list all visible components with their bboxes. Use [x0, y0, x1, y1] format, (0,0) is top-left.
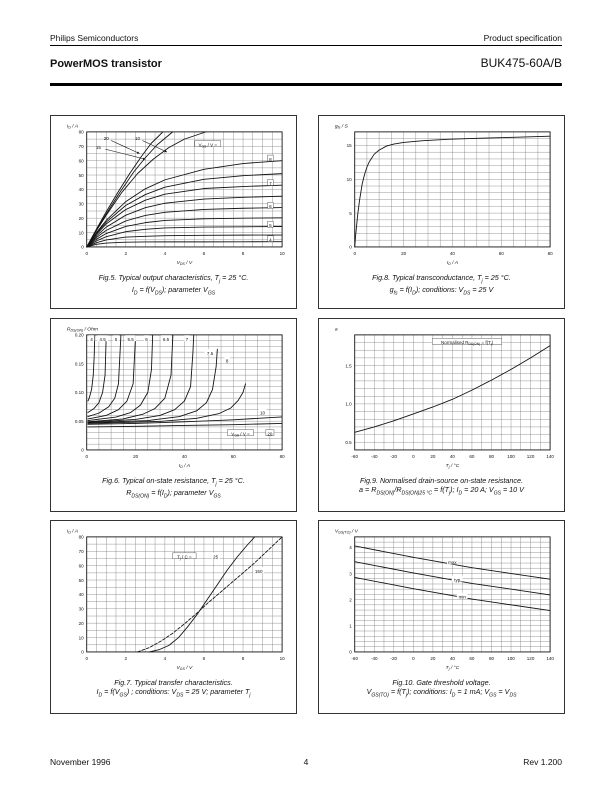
svg-text:2: 2 — [349, 597, 352, 603]
svg-text:30: 30 — [78, 606, 84, 612]
svg-text:40: 40 — [449, 655, 455, 661]
svg-text:-60: -60 — [351, 453, 358, 459]
fig10-caption-line2: $V_{GS(TO)} = f(T_j)$; conditions: $I_D = 1$ mA; $V_{GS} = V_{DS}$ — [366, 687, 517, 699]
svg-text:50: 50 — [78, 577, 84, 583]
svg-text:7.5: 7.5 — [206, 350, 214, 356]
svg-text:0: 0 — [85, 453, 88, 459]
svg-text:20: 20 — [103, 135, 109, 141]
svg-text:140: 140 — [546, 655, 554, 661]
svg-text:5: 5 — [269, 222, 272, 228]
svg-text:Tj / C =: Tj / C = — [177, 554, 192, 561]
svg-text:80: 80 — [279, 453, 285, 459]
svg-text:6: 6 — [202, 250, 206, 256]
svg-text:15: 15 — [346, 143, 352, 149]
svg-text:7: 7 — [269, 181, 272, 187]
svg-text:40: 40 — [78, 187, 84, 193]
fig9-chart — [319, 319, 564, 476]
svg-text:10: 10 — [78, 635, 84, 641]
fig8-caption-line2: $g_{fs} = f(I_D)$; conditions: $V_{DS} = 25$ V — [389, 284, 494, 297]
svg-text:6: 6 — [145, 337, 148, 343]
fig8-caption — [319, 273, 564, 297]
svg-text:0: 0 — [81, 649, 84, 655]
svg-text:7: 7 — [185, 337, 189, 343]
svg-text:60: 60 — [469, 655, 475, 661]
fig5-chart — [51, 116, 296, 273]
svg-text:0.10: 0.10 — [74, 390, 84, 396]
svg-text:4: 4 — [163, 250, 167, 256]
svg-text:0: 0 — [353, 250, 356, 256]
svg-text:100: 100 — [507, 453, 515, 459]
fig10-chart — [319, 521, 564, 678]
svg-text:20: 20 — [430, 655, 436, 661]
fig8-chart — [319, 116, 564, 273]
svg-text:80: 80 — [78, 534, 84, 540]
svg-text:60: 60 — [498, 250, 504, 256]
fig9-caption — [319, 476, 564, 497]
fig6-caption — [51, 476, 296, 500]
svg-text:40: 40 — [449, 250, 455, 256]
svg-text:RDS(ON) / Ohm: RDS(ON) / Ohm — [66, 327, 98, 333]
svg-text:4: 4 — [349, 545, 352, 551]
fig9-caption-line1: Fig.9. Normalised drain-source on-state resistance. — [360, 475, 523, 485]
svg-text:20: 20 — [430, 453, 436, 459]
fig8-caption-line1: Fig.8. Typical transconductance, $T_j = 25$ °C. — [372, 272, 511, 285]
svg-text:5: 5 — [114, 337, 118, 343]
svg-text:-20: -20 — [390, 655, 398, 661]
svg-text:6.5: 6.5 — [162, 337, 170, 343]
fig6-chart — [51, 319, 296, 476]
figure-fig9 — [318, 318, 565, 512]
page-header — [50, 33, 562, 43]
svg-text:4.5: 4.5 — [99, 337, 106, 343]
fig10-caption-line1: Fig.10. Gate threshold voltage. — [392, 677, 491, 687]
svg-text:20: 20 — [401, 250, 407, 256]
svg-text:60: 60 — [230, 453, 236, 459]
svg-text:Tj / °C: Tj / °C — [445, 665, 460, 671]
fig6-caption-line2: $R_{DS(ON)} = f(I_D)$; parameter $V_{GS}$ — [126, 487, 221, 500]
svg-text:typ: typ — [454, 577, 461, 583]
fig10-caption — [319, 678, 564, 699]
svg-text:ID / A: ID / A — [66, 529, 79, 535]
fig7-caption-line1: Fig.7. Typical transfer characteristics. — [114, 677, 233, 687]
svg-text:0.5: 0.5 — [345, 440, 352, 446]
svg-text:VGS / V: VGS / V — [176, 665, 193, 671]
svg-text:10: 10 — [260, 410, 266, 416]
title-bar — [50, 56, 562, 70]
svg-text:10: 10 — [346, 177, 352, 183]
svg-text:40: 40 — [181, 453, 187, 459]
svg-text:80: 80 — [488, 453, 495, 459]
svg-text:60: 60 — [78, 563, 84, 569]
figure-fig8 — [318, 115, 565, 309]
svg-text:VGS / V =: VGS / V = — [231, 431, 250, 438]
figure-fig6 — [50, 318, 297, 512]
footer-date: November 1996 — [50, 757, 111, 767]
svg-text:1: 1 — [349, 623, 352, 629]
svg-text:120: 120 — [526, 655, 535, 661]
svg-text:4: 4 — [163, 655, 167, 661]
svg-text:80: 80 — [78, 129, 84, 135]
part-number: BUK475-60A/B — [480, 56, 562, 70]
svg-text:15: 15 — [95, 145, 101, 151]
svg-text:0: 0 — [81, 447, 84, 453]
svg-text:Tj / °C: Tj / °C — [445, 463, 460, 469]
svg-text:6: 6 — [269, 204, 272, 210]
svg-text:120: 120 — [526, 453, 535, 459]
product-title: PowerMOS transistor — [50, 58, 162, 70]
svg-text:150: 150 — [254, 568, 263, 574]
svg-text:140: 140 — [546, 453, 554, 459]
svg-text:3: 3 — [349, 571, 352, 577]
header-rule — [50, 45, 562, 46]
doc-type: Product specification — [483, 33, 562, 43]
svg-text:40: 40 — [78, 592, 84, 598]
figure-fig10 — [318, 520, 565, 714]
fig6-caption-line1: Fig.6. Typical on-state resistance, $T_j = 25$ °C. — [102, 475, 245, 488]
svg-text:5: 5 — [349, 210, 352, 216]
fig7-caption — [51, 678, 296, 699]
svg-text:-20: -20 — [390, 453, 398, 459]
fig7-chart — [51, 521, 296, 678]
svg-text:ID / A: ID / A — [66, 124, 79, 130]
figure-fig7 — [50, 520, 297, 714]
page-footer — [50, 757, 562, 767]
svg-text:-40: -40 — [370, 655, 378, 661]
svg-text:10: 10 — [134, 135, 141, 141]
svg-text:80: 80 — [488, 655, 495, 661]
title-rule — [50, 83, 562, 86]
svg-text:0: 0 — [85, 250, 88, 256]
svg-text:20: 20 — [267, 431, 273, 437]
svg-text:8: 8 — [241, 250, 245, 256]
svg-text:80: 80 — [547, 250, 553, 256]
svg-text:4: 4 — [90, 337, 93, 343]
svg-text:8: 8 — [225, 358, 229, 364]
svg-text:-40: -40 — [370, 453, 378, 459]
svg-text:ID / A: ID / A — [446, 260, 459, 266]
svg-text:25: 25 — [213, 554, 219, 560]
svg-text:0: 0 — [349, 649, 352, 655]
svg-text:8: 8 — [241, 655, 245, 661]
svg-text:100: 100 — [507, 655, 515, 661]
figure-fig5 — [50, 115, 297, 309]
fig9-caption-line2: $a = R_{DS(ON)}/R_{DS(ON)25 ^\circ C} = f(T_j)$; $I_D = 20$ A; $V_{GS} = 10$ V — [359, 485, 524, 497]
svg-text:20: 20 — [78, 620, 84, 626]
svg-text:0: 0 — [349, 244, 352, 250]
svg-text:min: min — [458, 594, 466, 600]
svg-text:2: 2 — [124, 655, 128, 661]
svg-text:0.15: 0.15 — [74, 361, 84, 367]
svg-text:40: 40 — [449, 453, 455, 459]
svg-text:20: 20 — [133, 453, 139, 459]
svg-text:-60: -60 — [351, 655, 358, 661]
svg-text:0.20: 0.20 — [74, 332, 84, 338]
svg-text:6: 6 — [202, 655, 206, 661]
fig5-caption-line1: Fig.5. Typical output characteristics, $T_j = 25$ °C. — [98, 272, 249, 285]
svg-text:2: 2 — [124, 250, 128, 256]
fig5-caption — [51, 273, 296, 297]
svg-text:1.5: 1.5 — [345, 363, 352, 369]
svg-text:30: 30 — [78, 201, 84, 207]
svg-text:0.05: 0.05 — [74, 418, 84, 424]
svg-text:ID / A: ID / A — [178, 463, 191, 469]
svg-text:5.5: 5.5 — [127, 337, 134, 343]
svg-text:VDS / V: VDS / V — [176, 260, 193, 266]
svg-text:10: 10 — [78, 230, 84, 236]
svg-text:50: 50 — [78, 172, 84, 178]
svg-text:20: 20 — [78, 215, 84, 221]
svg-text:8: 8 — [269, 156, 272, 162]
fig5-caption-line2: $I_D = f(V_{DS})$; parameter $V_{GS}$ — [131, 284, 216, 297]
svg-text:0: 0 — [85, 655, 88, 661]
svg-text:VGS(TO) / V: VGS(TO) / V — [334, 529, 358, 535]
footer-revision: Rev 1.200 — [523, 757, 562, 767]
svg-text:Normalised RDS(ON) = f(Tj): Normalised RDS(ON) = f(Tj) — [441, 340, 494, 346]
svg-text:10: 10 — [279, 655, 285, 661]
svg-text:60: 60 — [78, 158, 84, 164]
svg-text:max: max — [448, 560, 457, 566]
svg-text:10: 10 — [279, 250, 285, 256]
svg-text:0: 0 — [412, 453, 415, 459]
svg-text:0: 0 — [81, 244, 84, 250]
svg-text:70: 70 — [78, 144, 84, 150]
svg-text:0: 0 — [412, 655, 415, 661]
svg-text:gfs / S: gfs / S — [334, 124, 348, 130]
svg-text:VGS / V =: VGS / V = — [198, 142, 218, 149]
company-name: Philips Semiconductors — [50, 33, 139, 43]
svg-text:4: 4 — [269, 237, 272, 243]
svg-text:60: 60 — [469, 453, 475, 459]
svg-text:70: 70 — [78, 549, 84, 555]
footer-page-number: 4 — [303, 757, 309, 767]
svg-text:1.0: 1.0 — [345, 401, 352, 407]
svg-text:a: a — [334, 327, 338, 333]
fig7-caption-line2: $I_D = f(V_{GS})$ ; conditions: $V_{DS} = 25$ V; parameter $T_j$ — [96, 687, 251, 699]
